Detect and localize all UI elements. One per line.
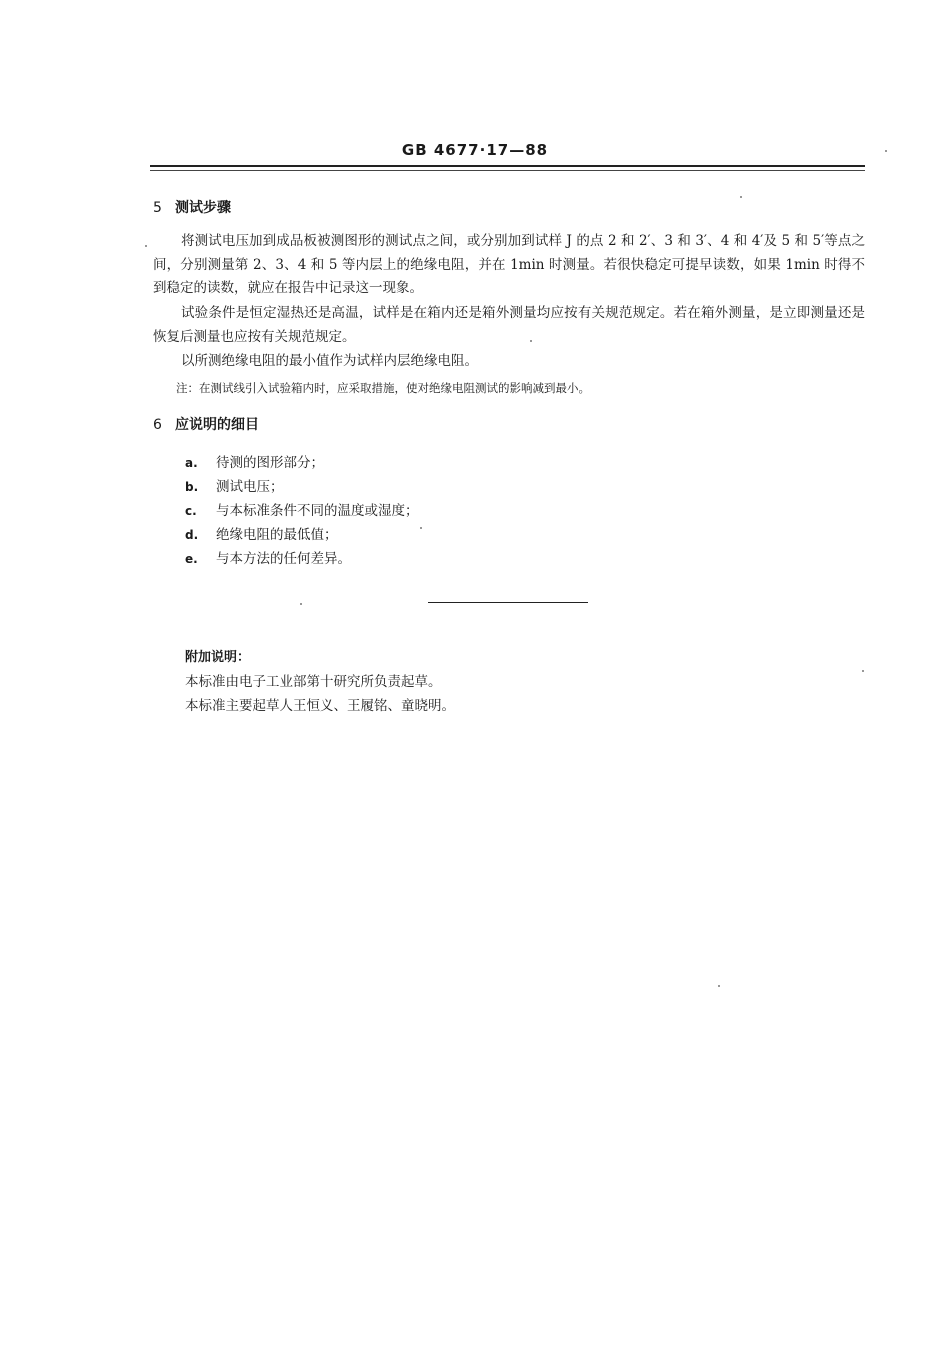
- list-item-text: 绝缘电阻的最低值；: [216, 527, 338, 543]
- appendix-title: 附加说明：: [185, 650, 251, 665]
- header-rule-thin: [150, 170, 865, 171]
- list-item: [185, 499, 419, 519]
- list-item: [185, 547, 351, 567]
- end-of-text-rule: [428, 602, 588, 603]
- section-5-heading: [153, 197, 231, 217]
- appendix-line-drafting-unit: 本标准由电子工业部第十研究所负责起草。: [185, 674, 442, 690]
- list-item-text: 测试电压；: [216, 479, 284, 495]
- section-6-heading: [153, 414, 259, 434]
- appendix-line-drafters: 本标准主要起草人王恒义、王履铭、童晓明。: [185, 698, 455, 714]
- list-item-marker: a.: [185, 456, 198, 470]
- scan-speck: [145, 245, 147, 247]
- scan-speck: [300, 603, 302, 605]
- scan-speck: [885, 150, 887, 152]
- section-6-number: 6: [153, 417, 162, 433]
- scan-speck: [862, 670, 864, 672]
- list-item-marker: b.: [185, 480, 199, 494]
- standard-number-header: GB 4677·17—88: [401, 141, 549, 159]
- list-item: [185, 523, 338, 543]
- section-5-paragraph-3: 以所测绝缘电阻的最小值作为试样内层绝缘电阻。: [181, 353, 478, 369]
- section-5-note: 注：在测试线引入试验箱内时，应采取措施，使对绝缘电阻测试的影响减到最小。: [176, 381, 590, 395]
- section-5-paragraph-2: 试验条件是恒定湿热还是高温，试样是在箱内还是箱外测量均应按有关规范规定。若在箱外测量，是立即测量还是恢复后测量也应按有关规范规定。: [153, 305, 865, 345]
- list-item: [185, 451, 324, 471]
- list-item-marker: d.: [185, 528, 199, 542]
- section-6-title: 应说明的细目: [175, 417, 259, 433]
- section-5-title: 测试步骤: [175, 200, 231, 216]
- list-item-text: 与本标准条件不同的温度或湿度；: [216, 503, 419, 519]
- section-5-paragraph-1: 将测试电压加到成品板被测图形的测试点之间，或分别加到试样 J 的点 2 和 2′、3 和 3′、4 和 4′及 5 和 5′等点之间，分别测量第 2、3、4 和 5 等内层上的绝缘电阻，并在 1min 时测量。若很快稳定可提早读数，如果 1min 时得不到稳定的读数，就应在报告中记录这一现象。: [153, 233, 865, 296]
- header-rule-thick: [150, 165, 865, 167]
- scan-speck: [740, 196, 742, 198]
- list-item-text: 与本方法的任何差异。: [216, 551, 351, 567]
- list-item-marker: c.: [185, 504, 197, 518]
- list-item: [185, 475, 284, 495]
- scan-speck: [420, 527, 422, 529]
- section-5-number: 5: [153, 200, 162, 216]
- scan-speck: [718, 985, 720, 987]
- scan-speck: [530, 340, 532, 342]
- list-item-text: 待测的图形部分；: [216, 455, 324, 471]
- list-item-marker: e.: [185, 552, 198, 566]
